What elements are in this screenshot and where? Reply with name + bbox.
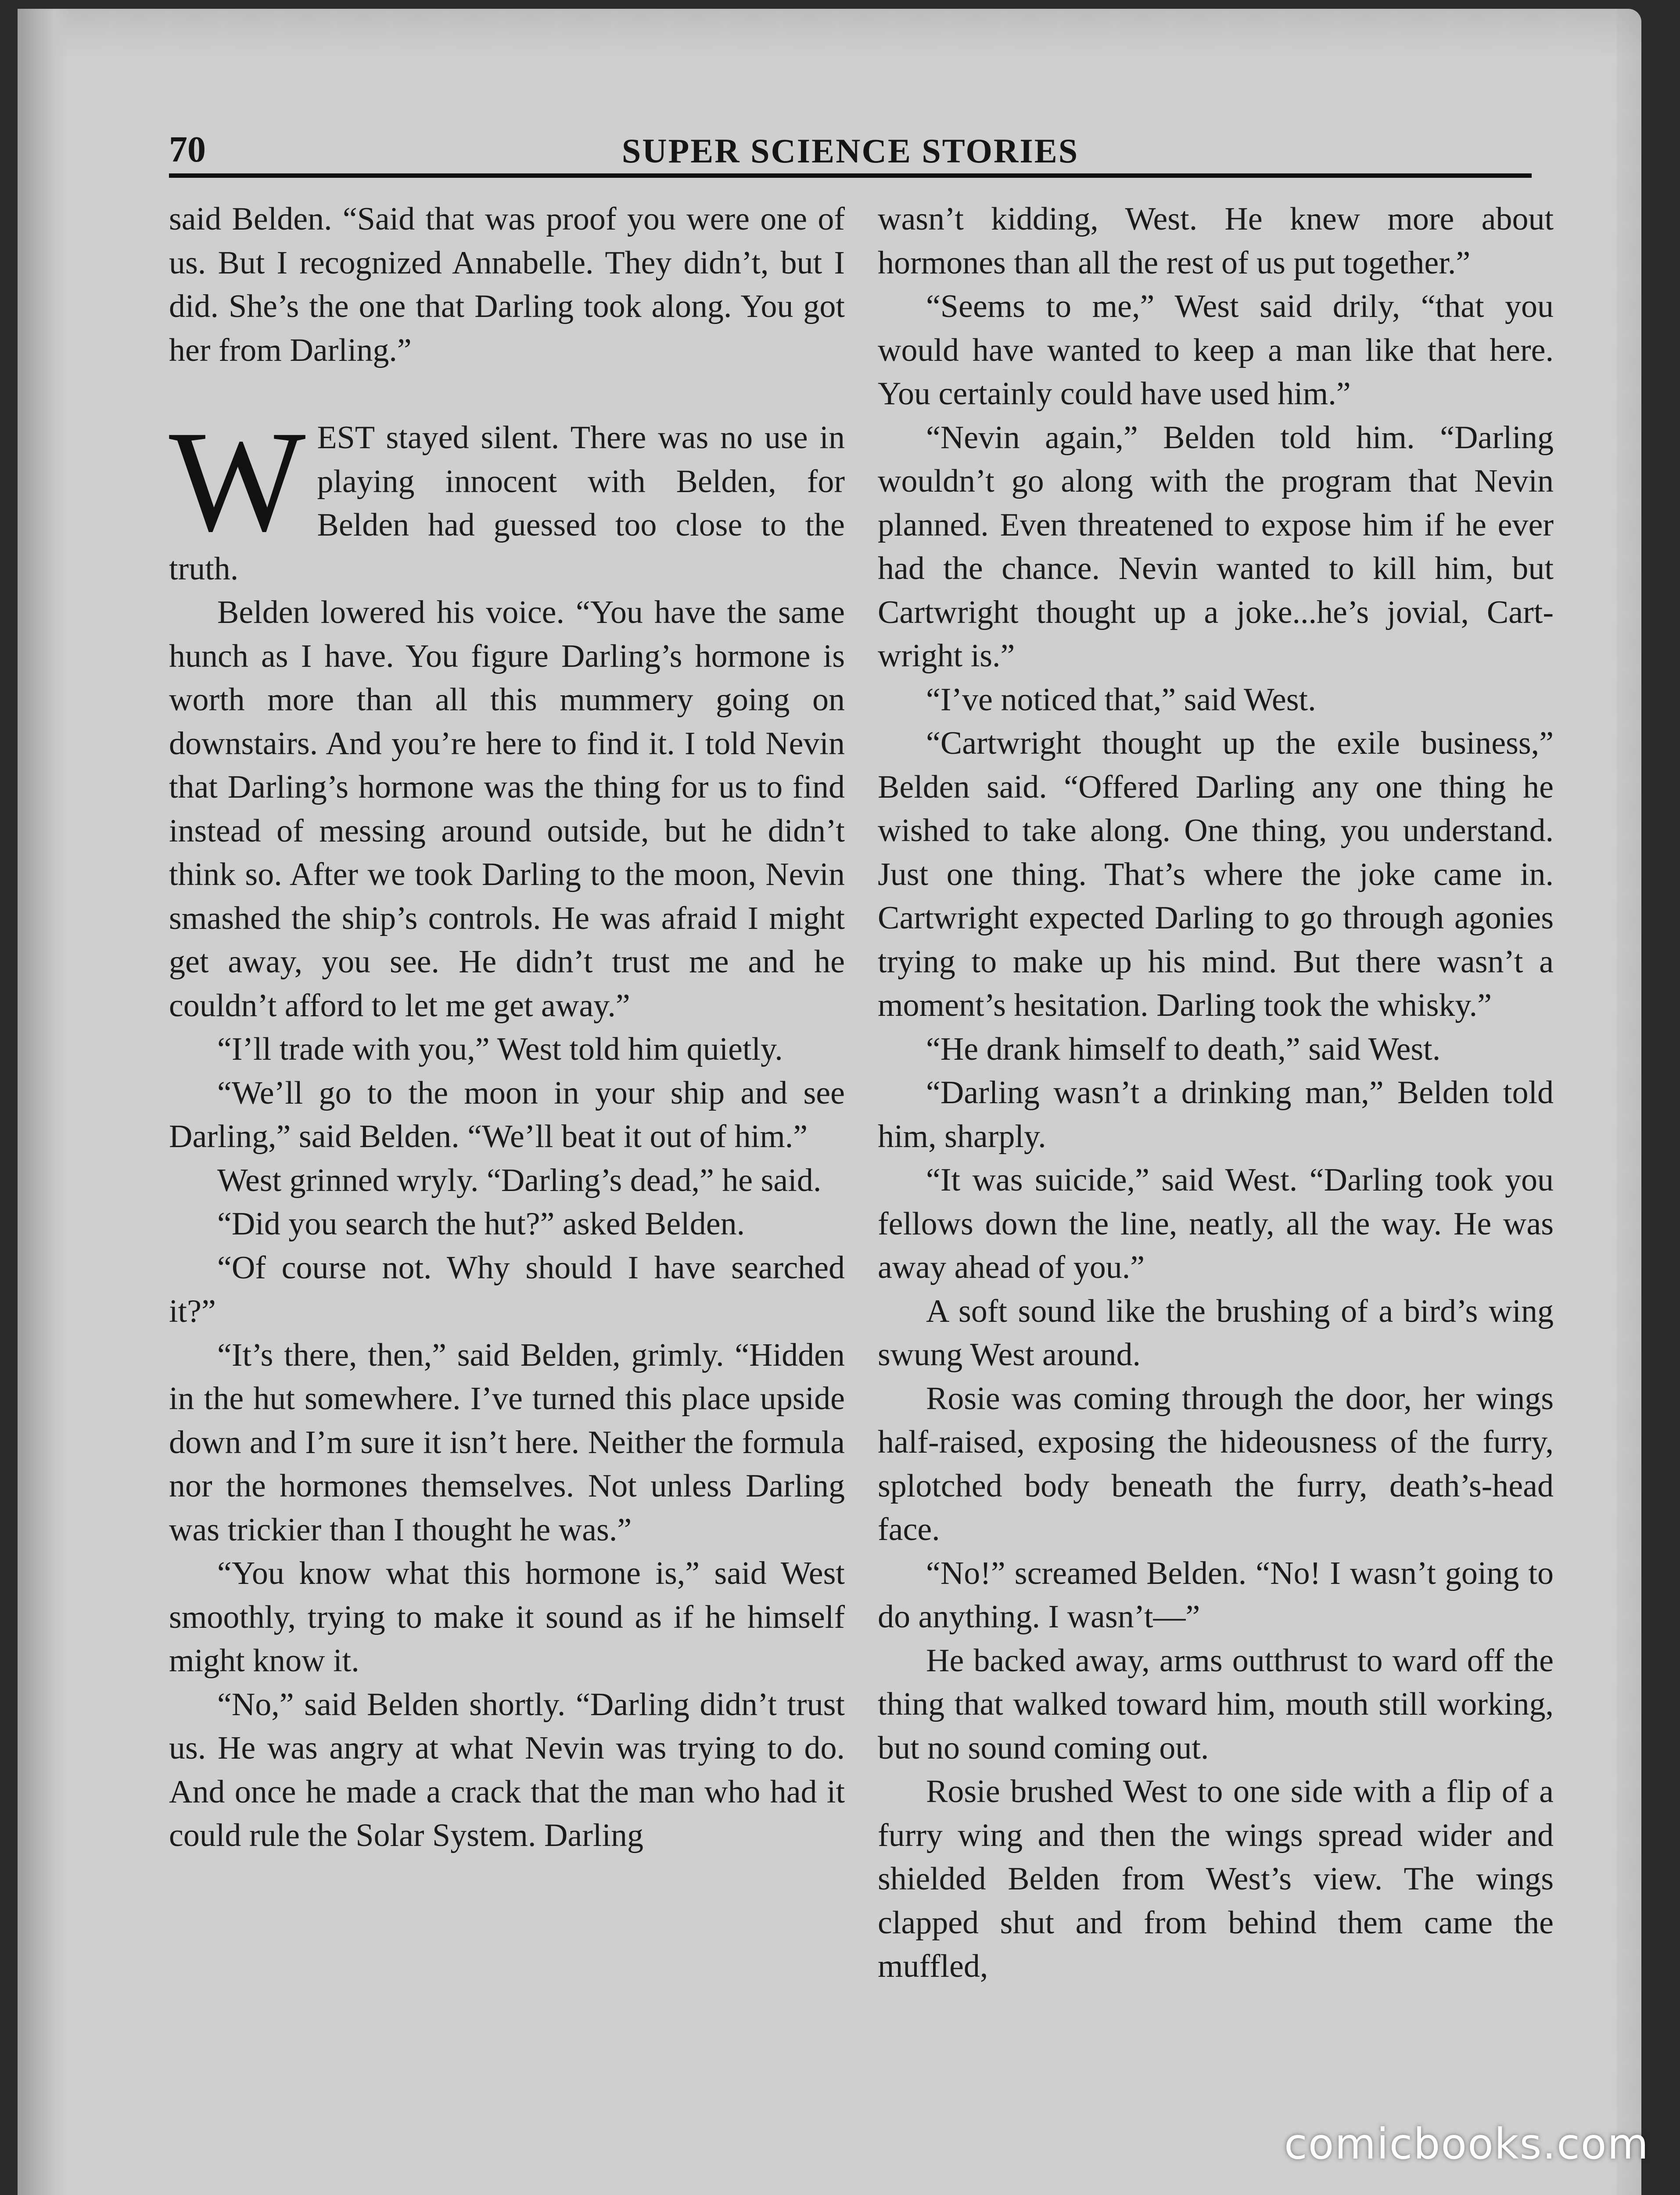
paragraph: “Darling wasn’t a drinking man,” Belden told him, sharply. [878, 1075, 1554, 1155]
page-binding-edge [18, 9, 70, 2195]
paragraph: Rosie brushed West to one side with a flip of a furry wing and then the wings spread wider and shielded Belden from West’s view. The wings clapped shut and from behind them came the muffled, [878, 1774, 1554, 1984]
right-column [878, 198, 1554, 1989]
paragraph: A soft sound like the brushing of a bird’s wing swung West around. [878, 1293, 1554, 1373]
paragraph: “Nevin again,” Belden told him. “Darling wouldn’t go along with the program that Nevin planned. Even threatened to expose him if he ever had the chance. Nevin wanted to kill him, but Cartwright thought up a joke...he’s jovial, Cartwright is.” [878, 419, 1554, 674]
paragraph: West grinned wryly. “Darling’s dead,” he said. [217, 1162, 822, 1198]
paragraph-with-dropcap [169, 401, 845, 591]
paragraph-text: EST stayed silent. There was no use in playing innocent with Belden, for Belden had guessed too close to the truth. [169, 420, 845, 587]
paragraph: “Seems to me,” West said drily, “that you would have wanted to keep a man like that here. You certainly could have used him.” [878, 288, 1554, 412]
paragraph: “It’s there, then,” said Belden, grimly. “Hidden in the hut somewhere. I’ve turned this place upside down and I’m sure it isn’t here. Neither the formula nor the hormones themselves. Not unless Darling was trickier than I thought he was.” [169, 1337, 845, 1548]
watermark: comicbooks.com [1284, 2119, 1649, 2169]
paragraph: “Did you search the hut?” asked Belden. [217, 1206, 745, 1242]
paragraph: “Of course not. Why should I have searched it?” [169, 1249, 845, 1329]
paragraph: “I’ve noticed that,” said West. [926, 681, 1316, 718]
paragraph: “You know what this hormone is,” said West smoothly, trying to make it sound as if he himself might know it. [169, 1555, 845, 1679]
running-head: SUPER SCIENCE STORIES [621, 132, 1079, 170]
paragraph: “No,” said Belden shortly. “Darling didn’t trust us. He was angry at what Nevin was trying to do. And once he made a crack that the man who had it could rule the Solar System. Darling [169, 1686, 845, 1853]
paragraph: “He drank himself to death,” said West. [926, 1031, 1441, 1067]
paragraph: “Cartwright thought up the exile business,” Belden said. “Offered Darling any one thing he wished to take along. One thing, you understand. Just one thing. That’s where the joke came in. Cartwright expected Darling to go through agonies trying to make up his mind. But there wasn’t a moment’s hesitation. Darling took the whisky.” [878, 725, 1554, 1023]
page-number: 70 [169, 129, 206, 170]
drop-cap: W [169, 401, 306, 561]
paragraph: “We’ll go to the moon in your ship and see Darling,” said Belden. “We’ll beat it out of him.” [169, 1075, 845, 1155]
paragraph: wasn’t kidding, West. He knew more about hormones than all the rest of us put together.” [878, 201, 1554, 281]
paragraph: “I’ll trade with you,” West told him quietly. [217, 1031, 783, 1067]
paragraph: “No!” screamed Belden. “No! I wasn’t going to do anything. I wasn’t—” [878, 1555, 1554, 1635]
paragraph: said Belden. “Said that was proof you were one of us. But I recognized Annabelle. They didn’t, but I did. She’s the one that Darling took along. You got her from Darling.” [169, 201, 845, 368]
page-header [169, 125, 1532, 178]
paragraph: Belden lowered his voice. “You have the same hunch as I have. You figure Darling’s hormone is worth more than all this mummery going on downstairs. And you’re here to find it. I told Nevin that Darling’s hormone was the thing for us to find instead of messing around outside, but he didn’t think so. After we took Darling to the moon, Nevin smashed the ship’s controls. He was afraid I might get away, you see. He didn’t trust me and he couldn’t afford to let me get away.” [169, 594, 845, 1024]
left-column [169, 198, 845, 1858]
paragraph: “It was suicide,” said West. “Darling took you fellows down the line, neatly, all the way. He was away ahead of you.” [878, 1162, 1554, 1285]
paragraph: Rosie was coming through the door, her wings half-raised, exposing the hideousness of the furry, splotched body beneath the furry, death’s-head face. [878, 1380, 1554, 1547]
paragraph: He backed away, arms outthrust to ward off the thing that walked toward him, mouth still working, but no sound coming out. [878, 1642, 1554, 1766]
